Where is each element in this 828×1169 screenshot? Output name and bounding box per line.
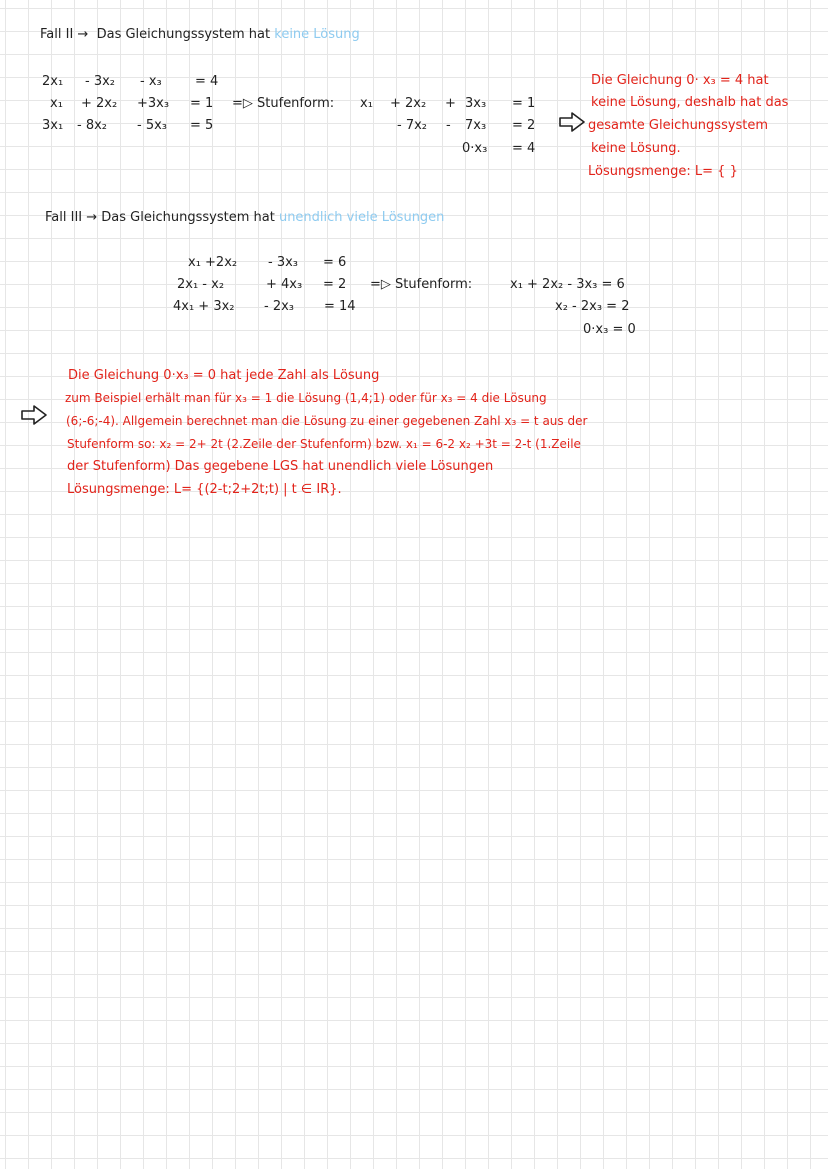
- fall2-eq1-c1: 2x₁: [42, 74, 64, 89]
- fall2-eq2-c1: x₁: [50, 96, 63, 111]
- fall2-note-line5: Lösungsmenge: L= { }: [588, 164, 738, 179]
- fall3-eq2-c2: + 4x₃: [266, 277, 303, 292]
- fall3-expl-line4: Stufenform so: x₂ = 2+ 2t (2.Zeile der Stufenform) bzw. x₁ = 6-2 x₂ +3t = 2-t (1.Zeile: [67, 437, 581, 451]
- hollow-arrow-right-icon: [20, 404, 48, 426]
- fall3-heading-highlight: unendlich viele Lösungen: [278, 210, 445, 225]
- fall2-stufe2-c3: -: [446, 118, 451, 133]
- fall3-expl-line6: Lösungsmenge: L= {(2-t;2+2t;t) | t ∈ IR}.: [67, 482, 342, 497]
- fall3-stufe1: x₁ + 2x₂ - 3x₃ = 6: [510, 277, 625, 292]
- fall2-eq2-c4: = 1: [190, 96, 214, 111]
- fall2-label: Fall II: [40, 27, 74, 42]
- fall3-eq1-c1: x₁ +2x₂: [188, 255, 238, 270]
- fall2-eq1-c3: - x₃: [140, 74, 162, 89]
- fall3-eq2-c1: 2x₁ - x₂: [177, 277, 225, 292]
- fall2-stufe3-c5: = 4: [512, 141, 536, 156]
- fall3-label: Fall III: [45, 210, 83, 225]
- fall3-heading-text: Das Gleichungssystem hat: [101, 210, 275, 225]
- fall2-note-line2: keine Lösung, deshalb hat das: [591, 95, 789, 110]
- fall2-stufe2-c5: = 2: [512, 118, 536, 133]
- fall3-expl-line3: (6;-6;-4). Allgemein berechnet man die Lösung zu einer gegebenen Zahl x₃ = t aus der: [66, 414, 588, 428]
- fall2-stufe1-c3: +: [445, 96, 456, 111]
- fall2-eq1-c2: - 3x₂: [85, 74, 115, 89]
- fall2-stufe2-c4: 7x₃: [465, 118, 487, 133]
- fall3-eq3-c2: - 2x₃: [264, 299, 294, 314]
- fall3-eq1-c3: = 6: [323, 255, 347, 270]
- fall2-heading: [40, 27, 360, 43]
- fall2-eq2-c3: +3x₃: [137, 96, 170, 111]
- fall3-eq3-c1: 4x₁ + 3x₂: [173, 299, 235, 314]
- fall2-stufe3-c4: 0·x₃: [462, 141, 488, 156]
- fall3-expl-line5: der Stufenform) Das gegebene LGS hat unendlich viele Lösungen: [67, 459, 494, 474]
- fall2-stufe2-c2: - 7x₂: [397, 118, 427, 133]
- fall2-stufe1-c1: x₁: [360, 96, 373, 111]
- fall3-eq2-c3: = 2: [323, 277, 347, 292]
- hollow-arrow-right-icon: [558, 111, 586, 133]
- fall2-note-line3: gesamte Gleichungssystem: [588, 118, 769, 133]
- fall3-expl-line2: zum Beispiel erhält man für x₃ = 1 die Lösung (1,4;1) oder für x₃ = 4 die Lösung: [65, 391, 547, 405]
- fall3-eq3-c3: = 14: [324, 299, 356, 314]
- fall3-implies: =▷ Stufenform:: [370, 277, 473, 292]
- fall2-implies: =▷ Stufenform:: [232, 96, 335, 111]
- fall2-stufe1-c2: + 2x₂: [390, 96, 427, 111]
- arrow-right-icon: →: [77, 27, 89, 42]
- fall2-eq3-c2: - 8x₂: [77, 118, 107, 133]
- fall2-heading-text: Das Gleichungssystem hat: [96, 27, 271, 42]
- fall2-eq3-c3: - 5x₃: [137, 118, 167, 133]
- fall2-stufe1-c4: 3x₃: [465, 96, 487, 111]
- fall2-stufe1-c5: = 1: [512, 96, 536, 111]
- fall3-expl-line1: Die Gleichung 0·x₃ = 0 hat jede Zahl als Lösung: [68, 368, 380, 383]
- fall2-note-line4: keine Lösung.: [591, 141, 681, 156]
- fall2-heading-highlight: keine Lösung: [274, 27, 360, 42]
- fall2-eq2-c2: + 2x₂: [81, 96, 118, 111]
- fall2-note-line1: Die Gleichung 0· x₃ = 4 hat: [591, 73, 769, 88]
- fall3-eq1-c2: - 3x₃: [268, 255, 298, 270]
- fall3-stufe2: x₂ - 2x₃ = 2: [555, 299, 630, 314]
- fall3-stufe3: 0·x₃ = 0: [583, 322, 636, 337]
- fall3-heading: [45, 210, 444, 226]
- fall2-eq3-c4: = 5: [190, 118, 214, 133]
- fall2-eq1-c4: = 4: [195, 74, 219, 89]
- fall2-eq3-c1: 3x₁: [42, 118, 64, 133]
- arrow-right-icon: →: [86, 210, 98, 225]
